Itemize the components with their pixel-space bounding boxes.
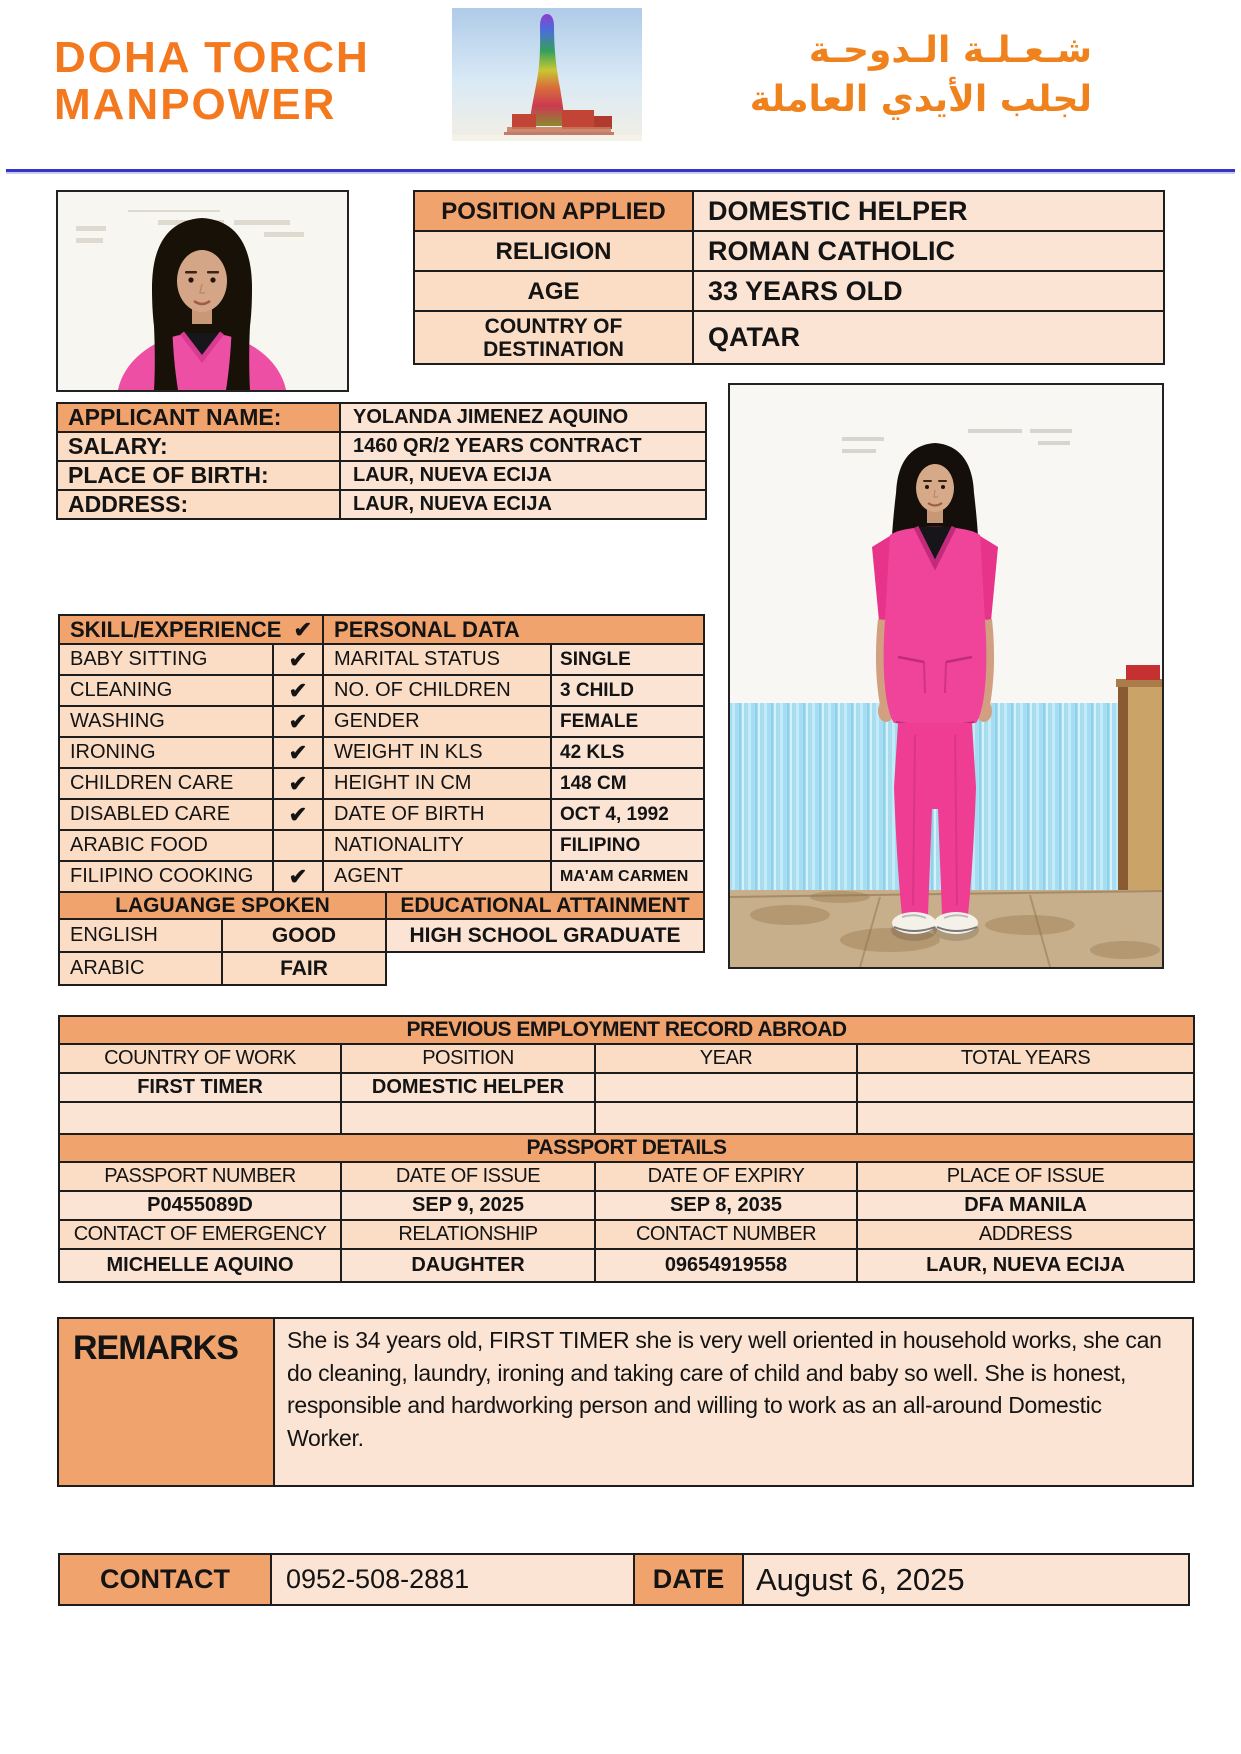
personal-data-label: HEIGHT IN CM	[323, 768, 551, 799]
previous-employment-header: PREVIOUS EMPLOYMENT RECORD ABROAD	[59, 1016, 1194, 1044]
personal-data-label: DATE OF BIRTH	[323, 799, 551, 830]
remarks-section	[57, 1317, 1194, 1487]
personal-data-value: SINGLE	[551, 644, 704, 675]
contact-phone-value: 0952-508-2881	[271, 1554, 634, 1605]
emergency-address-column: ADDRESS	[857, 1220, 1194, 1249]
check-mark-icon: ✔	[273, 861, 323, 892]
date-of-expiry-column: DATE OF EXPIRY	[595, 1162, 857, 1191]
date-label: DATE	[634, 1554, 743, 1605]
remarks-label: REMARKS	[59, 1319, 275, 1485]
agency-title-line1: DOHA TORCH	[54, 33, 370, 82]
contact-number-column: CONTACT NUMBER	[595, 1220, 857, 1249]
passport-number-value: P0455089D	[59, 1191, 341, 1220]
check-mark-icon: ✔	[273, 799, 323, 830]
check-mark-icon: ✔	[273, 706, 323, 737]
contact-date-table	[58, 1553, 1190, 1606]
check-mark-icon: ✔	[273, 737, 323, 768]
applicant-headshot-photo	[56, 190, 349, 392]
personal-data-value: OCT 4, 1992	[551, 799, 704, 830]
country-of-work-column: COUNTRY OF WORK	[59, 1044, 341, 1073]
doha-torch-logo-icon	[452, 8, 642, 141]
skill-label: IRONING	[59, 737, 273, 768]
personal-data-value: MA'AM CARMEN	[551, 861, 704, 892]
personal-data-header: PERSONAL DATA	[323, 615, 704, 644]
skill-label: BABY SITTING	[59, 644, 273, 675]
employment-cell	[595, 1073, 857, 1102]
employment-cell	[857, 1102, 1194, 1134]
religion-value: ROMAN CATHOLIC	[693, 231, 1164, 271]
religion-label: RELIGION	[414, 231, 693, 271]
language-label: ENGLISH	[59, 919, 222, 952]
passport-details-header: PASSPORT DETAILS	[59, 1134, 1194, 1162]
empty-cell	[386, 952, 704, 985]
language-label: ARABIC	[59, 952, 222, 985]
skill-label: ARABIC FOOD	[59, 830, 273, 861]
remarks-text: She is 34 years old, FIRST TIMER she is very well oriented in household works, she can do cleaning, laundry, ironing and taking care of child and baby so well. She is honest, responsible and hardworking person and willing to work as an all-around Domestic Worker.	[275, 1319, 1192, 1485]
age-label: AGE	[414, 271, 693, 311]
emergency-address: LAUR, NUEVA ECIJA	[857, 1249, 1194, 1282]
contact-label: CONTACT	[59, 1554, 271, 1605]
applicant-name-label: APPLICANT NAME:	[57, 403, 340, 432]
personal-data-label: MARITAL STATUS	[323, 644, 551, 675]
check-mark-empty	[273, 830, 323, 861]
skill-experience-header	[59, 615, 323, 644]
skill-label: FILIPINO COOKING	[59, 861, 273, 892]
address-value: LAUR, NUEVA ECIJA	[340, 490, 706, 519]
date-value: August 6, 2025	[743, 1554, 1189, 1605]
contact-of-emergency-column: CONTACT OF EMERGENCY	[59, 1220, 341, 1249]
date-of-issue-column: DATE OF ISSUE	[341, 1162, 595, 1191]
emergency-relationship: DAUGHTER	[341, 1249, 595, 1282]
check-mark-icon: ✔	[273, 644, 323, 675]
personal-data-value: FEMALE	[551, 706, 704, 737]
date-of-issue-value: SEP 9, 2025	[341, 1191, 595, 1220]
personal-data-value: 148 CM	[551, 768, 704, 799]
applicant-fullbody-photo	[728, 383, 1164, 969]
check-mark-icon: ✔	[273, 675, 323, 706]
year-column: YEAR	[595, 1044, 857, 1073]
personal-data-label: NATIONALITY	[323, 830, 551, 861]
relationship-column: RELATIONSHIP	[341, 1220, 595, 1249]
employment-cell	[59, 1102, 341, 1134]
personal-data-value: 42 KLS	[551, 737, 704, 768]
personal-data-label: NO. OF CHILDREN	[323, 675, 551, 706]
check-mark-icon: ✔	[273, 768, 323, 799]
country-of-destination-value: QATAR	[693, 311, 1164, 364]
emergency-contact-name: MICHELLE AQUINO	[59, 1249, 341, 1282]
agency-arabic-line1: شـعـلـة الـدوحـة	[808, 30, 1092, 71]
agency-title	[54, 34, 370, 128]
applicant-info-table	[56, 402, 707, 520]
position-applied-label: POSITION APPLIED	[414, 191, 693, 231]
employment-cell	[857, 1073, 1194, 1102]
position-applied-value: DOMESTIC HELPER	[693, 191, 1164, 231]
language-level: GOOD	[222, 919, 386, 952]
place-of-birth-value: LAUR, NUEVA ECIJA	[340, 461, 706, 490]
skill-label: CHILDREN CARE	[59, 768, 273, 799]
skill-label: CLEANING	[59, 675, 273, 706]
date-of-expiry-value: SEP 8, 2035	[595, 1191, 857, 1220]
salary-label: SALARY:	[57, 432, 340, 461]
salary-value: 1460 QR/2 YEARS CONTRACT	[340, 432, 706, 461]
personal-data-label: AGENT	[323, 861, 551, 892]
employment-cell: DOMESTIC HELPER	[341, 1073, 595, 1102]
employment-cell	[595, 1102, 857, 1134]
check-mark-icon: ✔	[293, 616, 313, 642]
country-of-destination-label: COUNTRY OF DESTINATION	[414, 311, 693, 364]
language-level: FAIR	[222, 952, 386, 985]
educational-attainment-header: EDUCATIONAL ATTAINMENT	[386, 892, 704, 919]
emergency-contact-number: 09654919558	[595, 1249, 857, 1282]
agency-arabic-name	[650, 26, 1092, 124]
header-divider-line	[6, 169, 1235, 172]
address-label: ADDRESS:	[57, 490, 340, 519]
skill-label: DISABLED CARE	[59, 799, 273, 830]
educational-attainment-value: HIGH SCHOOL GRADUATE	[386, 919, 704, 952]
personal-data-label: GENDER	[323, 706, 551, 737]
personal-data-value: 3 CHILD	[551, 675, 704, 706]
employment-cell: FIRST TIMER	[59, 1073, 341, 1102]
place-of-issue-column: PLACE OF ISSUE	[857, 1162, 1194, 1191]
age-value: 33 YEARS OLD	[693, 271, 1164, 311]
passport-number-column: PASSPORT NUMBER	[59, 1162, 341, 1191]
place-of-issue-value: DFA MANILA	[857, 1191, 1194, 1220]
total-years-column: TOTAL YEARS	[857, 1044, 1194, 1073]
agency-arabic-line2: لجلب الأيدي العاملة	[749, 79, 1092, 120]
language-education-table	[58, 891, 705, 986]
position-applied-table	[413, 190, 1165, 365]
employment-cell	[341, 1102, 595, 1134]
agency-title-line2: MANPOWER	[54, 80, 337, 129]
employment-passport-table	[58, 1015, 1195, 1283]
personal-data-label: WEIGHT IN KLS	[323, 737, 551, 768]
skill-personal-data-table	[58, 614, 705, 893]
skill-label: WASHING	[59, 706, 273, 737]
skill-experience-header-label: SKILL/EXPERIENCE	[70, 616, 282, 642]
language-spoken-header: LAGUANGE SPOKEN	[59, 892, 386, 919]
place-of-birth-label: PLACE OF BIRTH:	[57, 461, 340, 490]
personal-data-value: FILIPINO	[551, 830, 704, 861]
applicant-name-value: YOLANDA JIMENEZ AQUINO	[340, 403, 706, 432]
position-column: POSITION	[341, 1044, 595, 1073]
